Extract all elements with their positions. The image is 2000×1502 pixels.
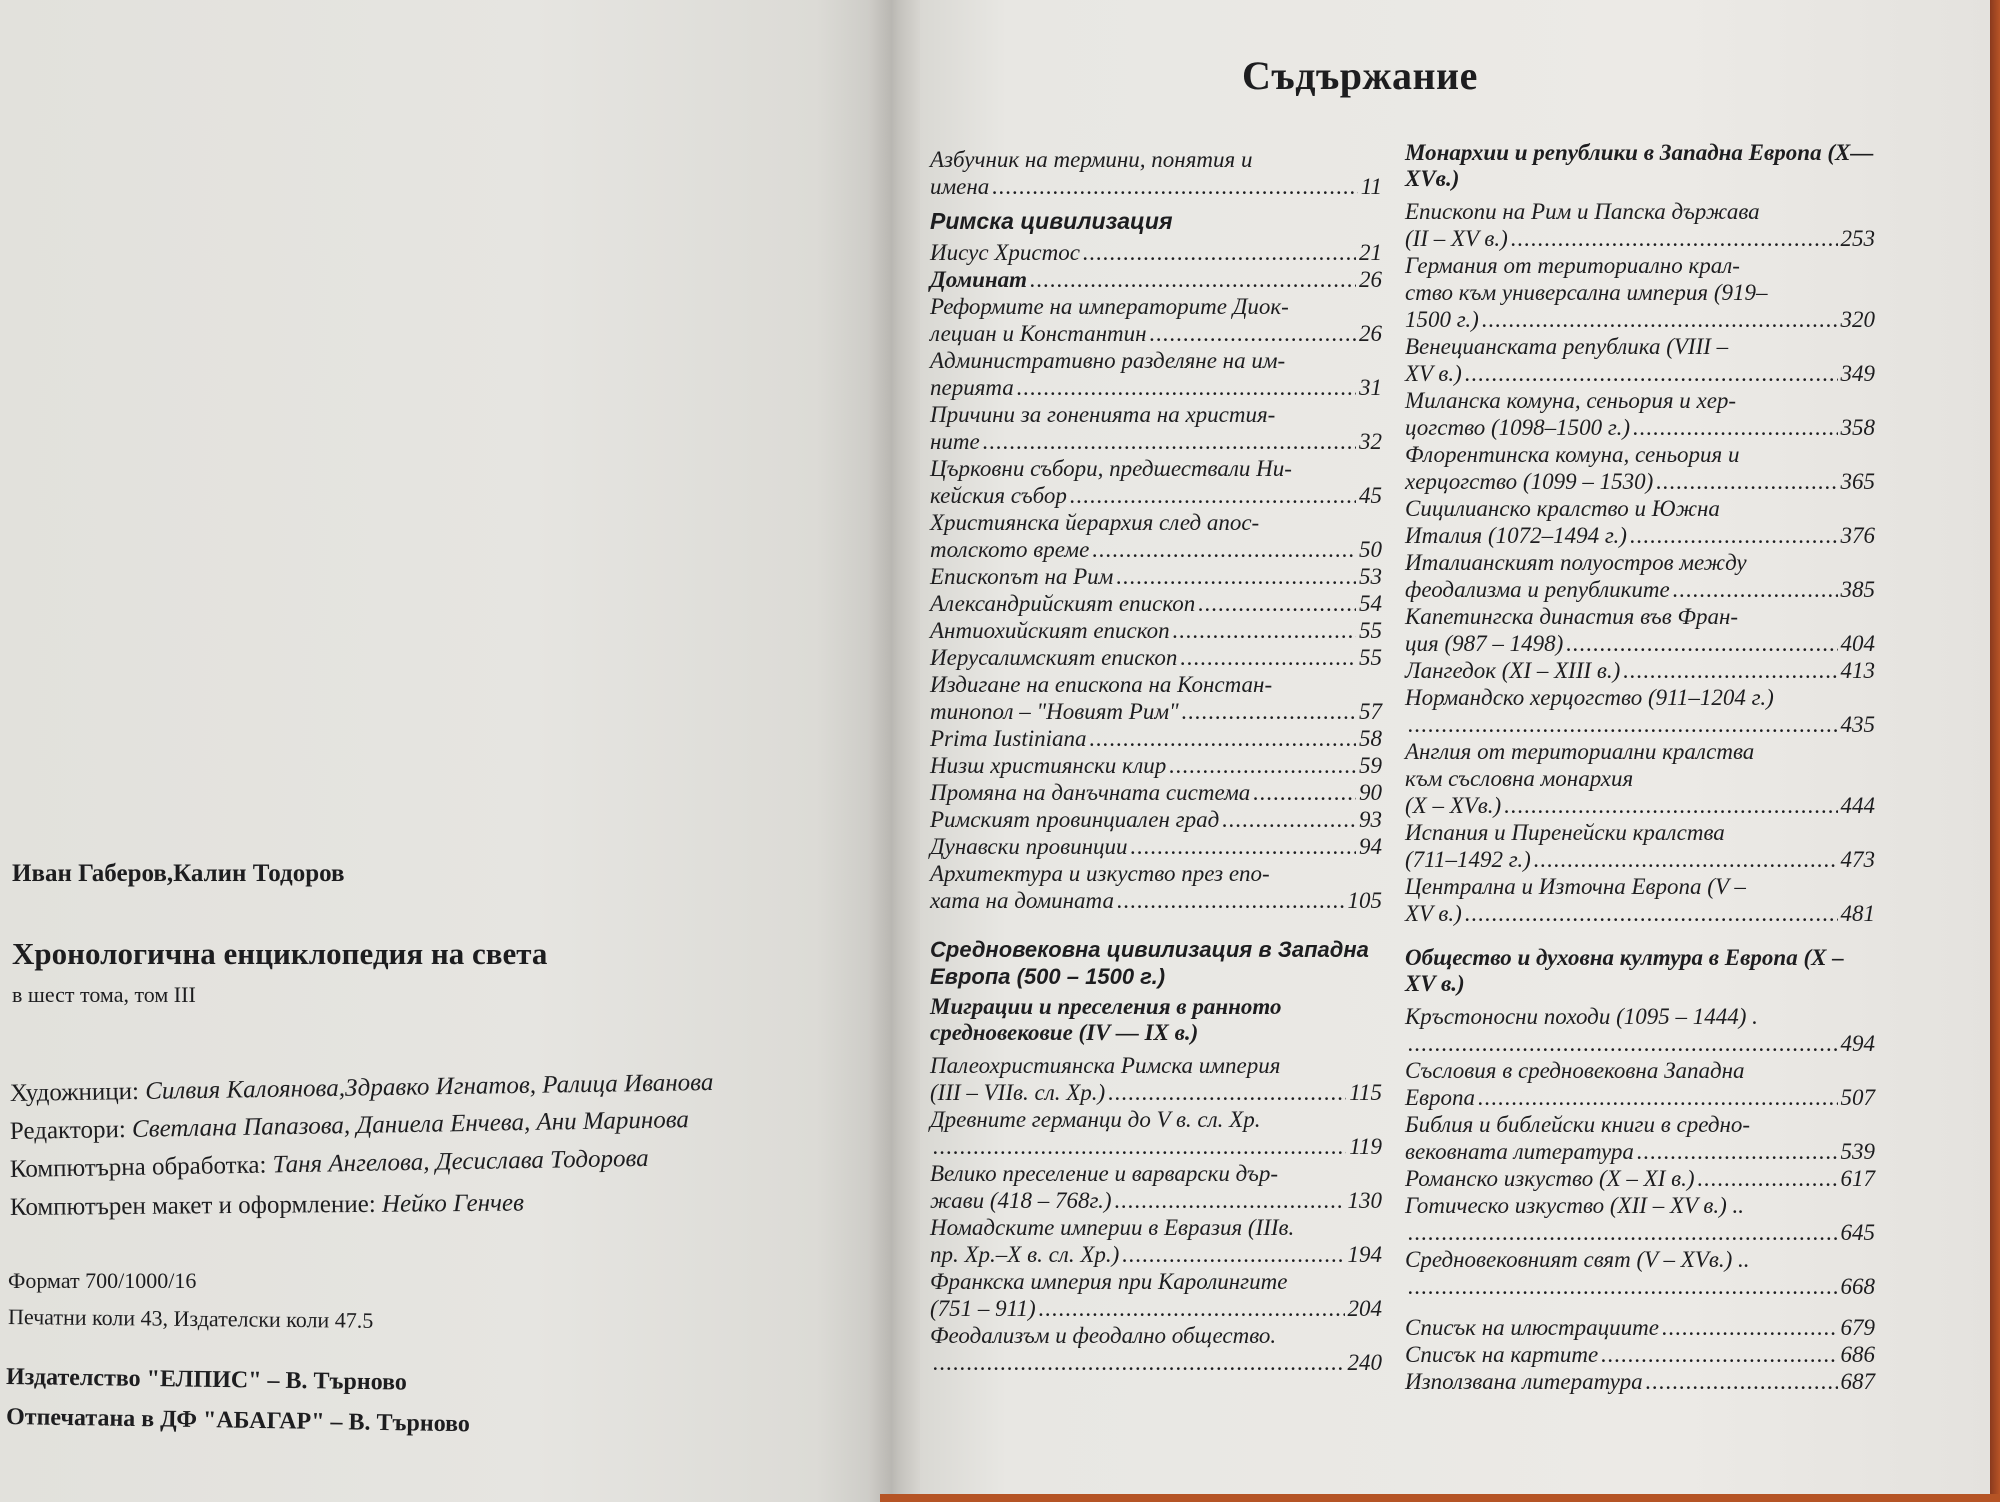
page-number: 507 — [1840, 1085, 1875, 1110]
toc-entry: Сицилианско кралство и Южна Италия (1072–1494 г.) ..... 376 — [1405, 495, 1875, 549]
format-line: Формат 700/1000/16 — [8, 1268, 197, 1293]
toc-entry: Иерусалимският епископ ..... 55 — [930, 644, 1382, 671]
page-number: 55 — [1359, 645, 1382, 670]
page-number: 435 — [1840, 712, 1875, 737]
toc-list-society — [1405, 1003, 1875, 1300]
page-number: 253 — [1840, 226, 1875, 251]
toc-entry: Англия от териториални кралства към съсловна монархия (X – XVв.) ..... 444 — [1405, 738, 1875, 819]
page-number: 105 — [1347, 888, 1382, 913]
page-number: 494 — [1840, 1031, 1875, 1056]
contents-heading: Съдържание — [1242, 53, 1478, 98]
page-number: 53 — [1359, 564, 1382, 589]
toc-entry: Миланска комуна, сеньория и хер- цогство (1098–1500 г.) ..... 358 — [1405, 387, 1875, 441]
toc-list-monarchies — [1405, 198, 1875, 927]
toc-entry: Промяна на данъчната система ..... 90 — [930, 779, 1382, 806]
toc-entry: Римският провинциален град ..... 93 — [930, 806, 1382, 833]
page-number: 115 — [1349, 1080, 1382, 1105]
toc-entry: Средновековният свят (V – XVв.) .. ..... 668 — [1405, 1246, 1875, 1300]
toc-entry: Prima Iustiniana ..... 58 — [930, 725, 1382, 752]
toc-entry: Древните германци до V в. сл. Хр. ..... 119 — [930, 1106, 1382, 1160]
page-number: 686 — [1840, 1342, 1875, 1367]
book-bottom-edge — [880, 1494, 2000, 1502]
page-number: 444 — [1840, 793, 1875, 818]
page-number: 57 — [1359, 699, 1382, 724]
page-number: 93 — [1359, 807, 1382, 832]
toc-entry: Издигане на епископа на Констан- тинопол – "Новият Рим" ..... 57 — [930, 671, 1382, 725]
page-number: 50 — [1359, 537, 1382, 562]
toc-entry: Архитектура и изкуство през епо- хата на домината ..... 105 — [930, 860, 1382, 914]
contents-column-2 — [1405, 136, 1875, 1395]
page-number: 320 — [1840, 307, 1875, 332]
page-number: 385 — [1840, 577, 1875, 602]
toc-entry: Кръстоносни походи (1095 – 1444) . ..... 494 — [1405, 1003, 1875, 1057]
toc-entry: Епископи на Рим и Папска държава (II – XV в.) ..... 253 — [1405, 198, 1875, 252]
toc-entry: Низш християнски клир ..... 59 — [930, 752, 1382, 779]
page-number: 473 — [1840, 847, 1875, 872]
toc-entry: Италианският полуостров между феодализма и републиките ..... 385 — [1405, 549, 1875, 603]
page-number: 55 — [1359, 618, 1382, 643]
page-number: 645 — [1840, 1220, 1875, 1245]
toc-entry: Епископът на Рим ..... 53 — [930, 563, 1382, 590]
page-number: 413 — [1840, 658, 1875, 683]
toc-entry: Нормандско херцогство (911–1204 г.) ..... 435 — [1405, 684, 1875, 738]
page-number: 668 — [1840, 1274, 1875, 1299]
page-number: 11 — [1360, 174, 1382, 199]
page-number: 539 — [1840, 1139, 1875, 1164]
volume-note: в шест тома, том III — [12, 982, 196, 1007]
book-edge — [1990, 0, 2000, 1502]
toc-entry: Палеохристиянска Римска империя (III – VIIв. сл. Хр.) ..... 115 — [930, 1052, 1382, 1106]
right-page — [920, 0, 2000, 1502]
book-gutter — [868, 0, 920, 1502]
credit-editors: Редактори: Светлана Папазова, Даниела Енчева, Ани Маринова — [9, 1106, 690, 1145]
printer-line: Отпечатана в ДФ "АБАГАР" – В. Търново — [5, 1404, 471, 1438]
publisher-line: Издателство "ЕЛПИС" – В. Търново — [5, 1364, 408, 1396]
toc-entry: Административно разделяне на им- перията ..... 31 — [930, 347, 1382, 401]
toc-entry: Иисус Христос ..... 21 — [930, 239, 1382, 266]
page-number: 90 — [1359, 780, 1382, 805]
subsection-heading: Миграции и преселения в ранното средновековие (IV — IX в.) — [930, 994, 1282, 1045]
toc-entry: Феодализъм и феодално общество. ..... 240 — [930, 1322, 1382, 1376]
page-number: 365 — [1840, 469, 1875, 494]
section-heading: Средновековна цивилизация в Западна Европа (500 – 1500 г.) — [930, 937, 1369, 989]
subsection-heading: Монархии и републики в Западна Европа (X—XVв.) — [1405, 140, 1874, 191]
credit-layout: Компютърен макет и оформление: Нейко Генчев — [9, 1189, 525, 1221]
toc-list-roman — [930, 239, 1382, 914]
imprint-block — [12, 860, 872, 1008]
page-number: 404 — [1840, 631, 1875, 656]
page-number: 32 — [1359, 429, 1382, 454]
authors: Иван Габеров,Калин Тодоров — [12, 860, 345, 887]
toc-entry: Дунавски провинции ..... 94 — [930, 833, 1382, 860]
page-number: 94 — [1359, 834, 1382, 859]
page-number: 59 — [1359, 753, 1382, 778]
page-number: 26 — [1359, 321, 1382, 346]
credit-illustrators: Художници: Силвия Калоянова,Здравко Игнатов, Ралица Иванова — [9, 1068, 714, 1107]
toc-entry: Азбучник на термини, понятия и имена ..... 11 — [930, 146, 1382, 200]
toc-list-migrations — [930, 1052, 1382, 1376]
credit-processing: Компютърна обработка: Таня Ангелова, Десислава Тодорова — [9, 1144, 649, 1183]
section-heading: Римска цивилизация — [930, 208, 1173, 234]
page-number: 358 — [1840, 415, 1875, 440]
book-title: Хронологична енциклопедия на света — [12, 936, 548, 971]
toc-entry: Александрийският епископ ..... 54 — [930, 590, 1382, 617]
publisher-block — [6, 1364, 470, 1444]
sheets-line: Печатни коли 43, Издателски коли 47.5 — [7, 1304, 374, 1333]
page-number: 481 — [1840, 901, 1875, 926]
page-number: 26 — [1359, 267, 1382, 292]
toc-entry: Капетингска династия във Фран- ция (987 – 1498) ..... 404 — [1405, 603, 1875, 657]
toc-entry: Доминат ..... 26 — [930, 266, 1382, 293]
toc-entry: Готическо изкуство (XII – XV в.) .. ..... 645 — [1405, 1192, 1875, 1246]
technical-data — [8, 1268, 373, 1340]
page-number: 240 — [1347, 1350, 1382, 1375]
credits — [9, 1068, 870, 1232]
page-number: 349 — [1840, 361, 1875, 386]
page-number: 58 — [1359, 726, 1382, 751]
toc-entry: Испания и Пиренейски кралства (711–1492 г.) ..... 473 — [1405, 819, 1875, 873]
page-number: 204 — [1347, 1296, 1382, 1321]
toc-entry: Реформите на императорите Диок- лециан и Константин ..... 26 — [930, 293, 1382, 347]
toc-list-appendices — [1405, 1314, 1875, 1395]
toc-entry: Антиохийският епископ ..... 55 — [930, 617, 1382, 644]
toc-entry: Използвана литература ..... 687 — [1405, 1368, 1875, 1395]
toc-entry: Християнска йерархия след апос- толското време ..... 50 — [930, 509, 1382, 563]
toc-entry: Номадските империи в Евразия (IIIв. пр. Хр.–X в. сл. Хр.) ..... 194 — [930, 1214, 1382, 1268]
page-number: 45 — [1359, 483, 1382, 508]
toc-entry: Библия и библейски книги в средно- вековната литература ..... 539 — [1405, 1111, 1875, 1165]
toc-entry: Велико преселение и варварски дър- жави (418 – 768г.) ..... 130 — [930, 1160, 1382, 1214]
toc-entry: Църковни събори, предшествали Ни- кейския събор ..... 45 — [930, 455, 1382, 509]
page-number: 194 — [1347, 1242, 1382, 1267]
contents-column-1 — [930, 146, 1382, 1376]
toc-entry: Германия от териториално крал- ство към универсална империя (919– 1500 г.) ..... 320 — [1405, 252, 1875, 333]
toc-entry: Списък на картите ..... 686 — [1405, 1341, 1875, 1368]
page-number: 687 — [1840, 1369, 1875, 1394]
page-number: 31 — [1359, 375, 1382, 400]
toc-entry: Причини за гоненията на христия- ните ..... 32 — [930, 401, 1382, 455]
page-number: 376 — [1840, 523, 1875, 548]
left-page — [0, 0, 887, 1502]
toc-entry: Централна и Източна Европа (V – XV в.) ..... 481 — [1405, 873, 1875, 927]
page-number: 21 — [1359, 240, 1382, 265]
toc-entry: Лангедок (XI – XIII в.) ..... 413 — [1405, 657, 1875, 684]
toc-entry: Съсловия в средновековна Западна Европа ..... 507 — [1405, 1057, 1875, 1111]
page-number: 130 — [1347, 1188, 1382, 1213]
page-number: 617 — [1840, 1166, 1875, 1191]
page-number: 119 — [1349, 1134, 1382, 1159]
toc-entry: Флорентинска комуна, сеньория и херцогство (1099 – 1530) ..... 365 — [1405, 441, 1875, 495]
toc-entry: Романско изкуство (X – XI в.) ..... 617 — [1405, 1165, 1875, 1192]
page-number: 679 — [1840, 1315, 1875, 1340]
page-number: 54 — [1359, 591, 1382, 616]
toc-entry: Венецианската република (VIII – XV в.) ..... 349 — [1405, 333, 1875, 387]
subsection-heading: Общество и духовна култура в Европа (X – XV в.) — [1405, 945, 1844, 996]
toc-entry: Списък на илюстрациите ..... 679 — [1405, 1314, 1875, 1341]
toc-entry: Франкска империя при Каролингите (751 – 911) ..... 204 — [930, 1268, 1382, 1322]
